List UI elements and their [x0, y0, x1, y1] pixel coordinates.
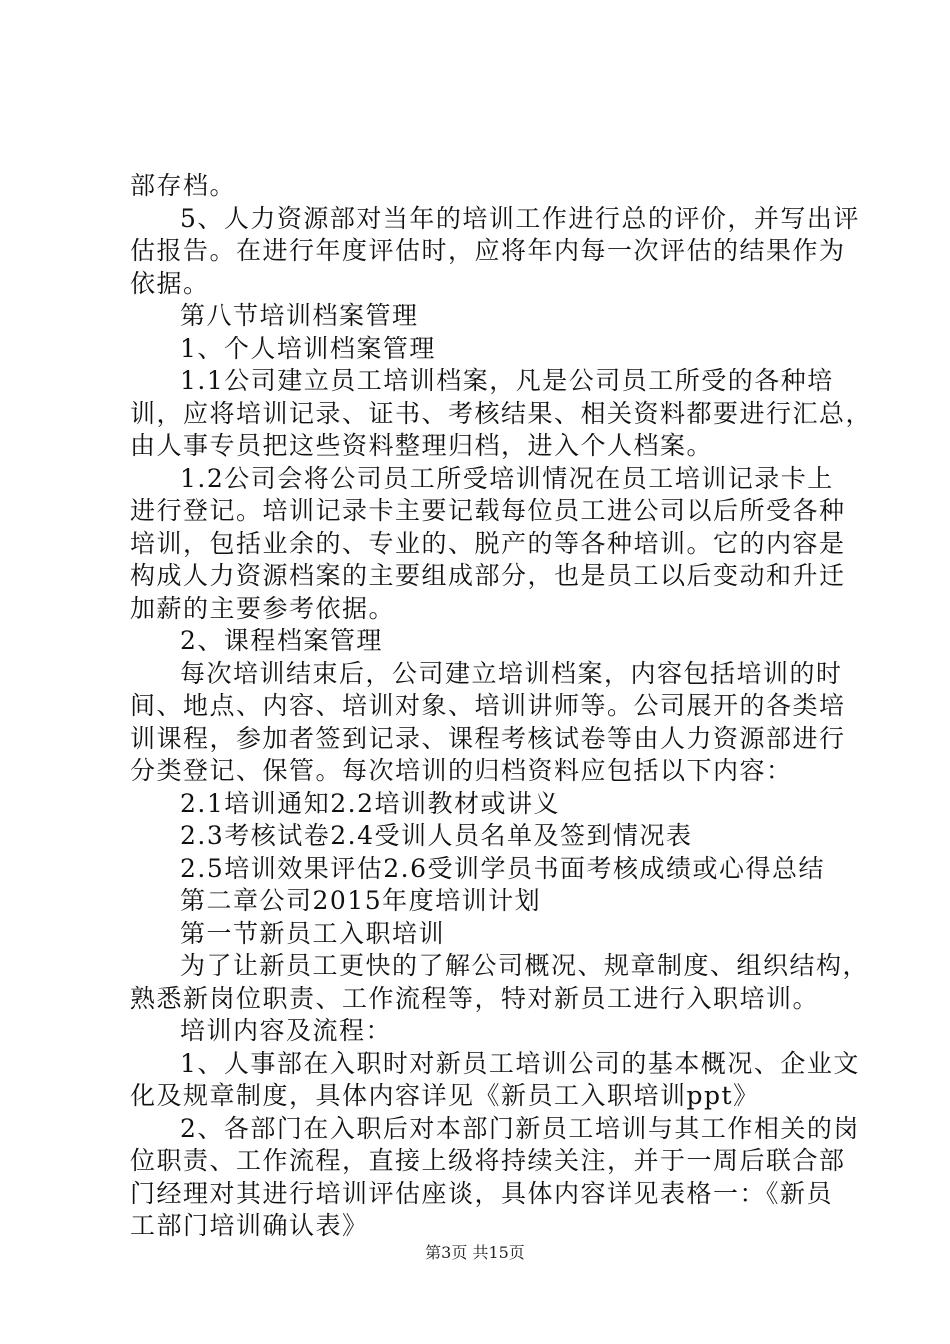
text-line: 训，应将培训记录、证书、考核结果、相关资料都要进行汇总， [130, 398, 873, 428]
text-line: 位职责、工作流程，直接上级将持续关注，并于一周后联合部 [130, 1146, 846, 1175]
text-line: 1.2公司会将公司员工所受培训情况在员工培训记录卡上 [180, 463, 834, 493]
text-line: 工部门培训确认表》 [130, 1211, 369, 1240]
section-heading: 第八节培训档案管理 [180, 301, 419, 330]
text-line: 依据。 [130, 268, 210, 298]
text-line: 加薪的主要参考依据。 [130, 593, 396, 623]
subsection-heading: 1、个人培训档案管理 [180, 333, 436, 363]
list-item: 2.3考核试卷2.4受训人员名单及签到情况表 [180, 821, 693, 850]
text-line: 为了让新员工更快的了解公司概况、规章制度、组织结构， [180, 951, 870, 980]
text-line: 培训，包括业余的、专业的、脱产的等各种培训。它的内容是 [130, 528, 846, 558]
text-line: 化及规章制度，具体内容详见《新员工入职培训ppt》 [130, 1081, 760, 1110]
page-number-footer: 第3页 共15页 [425, 1243, 525, 1262]
text-line: 每次培训结束后，公司建立培训档案，内容包括培训的时 [180, 658, 843, 688]
text-line: 进行登记。培训记录卡主要记载每位员工进公司以后所受各种 [130, 496, 846, 525]
text-line: 5、人力资源部对当年的培训工作进行总的评价，并写出评 [180, 203, 860, 233]
text-line: 1、人事部在入职时对新员工培训公司的基本概况、企业文 [180, 1048, 860, 1078]
subsection-heading: 2、课程档案管理 [180, 626, 383, 655]
text-line: 2、各部门在入职后对本部门新员工培训与其工作相关的岗 [180, 1113, 860, 1143]
chapter-heading: 第二章公司2015年度培训计划 [180, 886, 542, 915]
text-line: 1.1公司建立员工培训档案，凡是公司员工所受的各种培 [180, 366, 834, 395]
text-line: 部存档。 [130, 171, 237, 200]
section-heading: 第一节新员工入职培训 [180, 918, 446, 948]
text-line: 分类登记、保管。每次培训的归档资料应包括以下内容： [130, 756, 793, 785]
list-item: 2.5培训效果评估2.6受训学员书面考核成绩或心得总结 [180, 853, 826, 883]
text-line: 构成人力资源档案的主要组成部分，也是员工以后变动和升迁 [130, 561, 846, 590]
text-line: 培训内容及流程： [180, 1016, 393, 1045]
text-line: 估报告。在进行年度评估时，应将年内每一次评估的结果作为 [130, 236, 846, 265]
document-body [130, 170, 873, 1243]
text-line: 间、地点、内容、培训对象、培训讲师等。公司展开的各类培 [130, 691, 846, 720]
text-line: 训课程，参加者签到记录、课程考核试卷等由人力资源部进行 [130, 723, 846, 753]
text-line: 熟悉新岗位职责、工作流程等，特对新员工进行入职培训。 [130, 983, 820, 1013]
list-item: 2.1培训通知2.2培训教材或讲义 [180, 788, 561, 818]
text-line: 门经理对其进行培训评估座谈，具体内容详见表格一：《新员 [130, 1178, 834, 1208]
text-line: 由人事专员把这些资料整理归档，进入个人档案。 [130, 431, 714, 460]
